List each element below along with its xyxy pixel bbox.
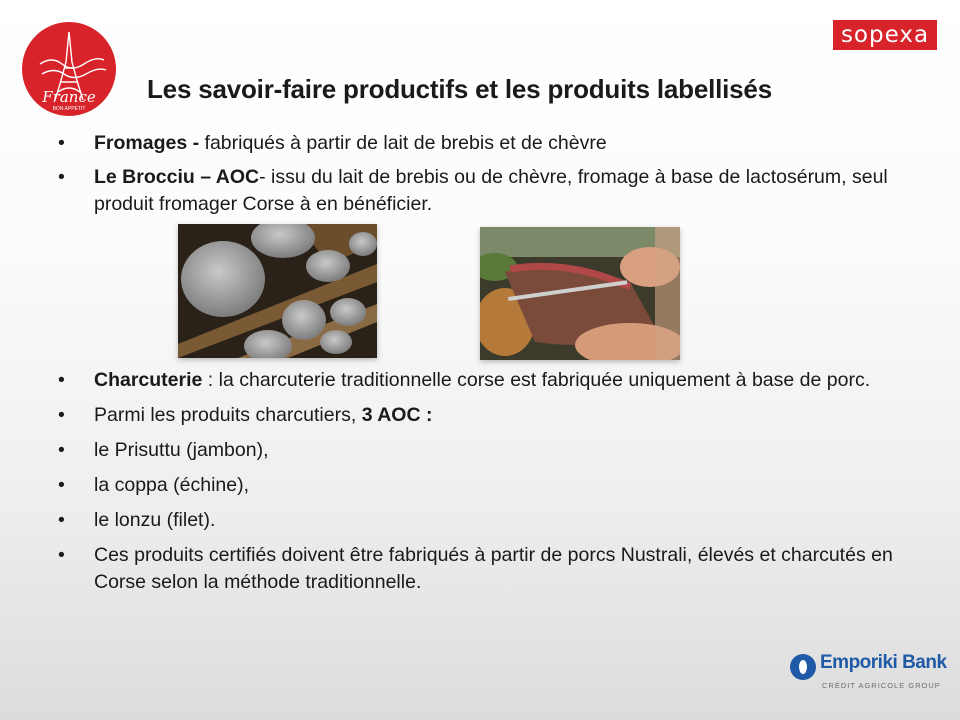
france-logo-word: France xyxy=(42,88,96,106)
bullet-item xyxy=(58,367,918,394)
cheese-wheels-photo xyxy=(178,224,377,358)
bullet-item xyxy=(58,437,918,464)
bullet-item xyxy=(58,130,918,157)
bank-name: Emporiki Bank xyxy=(820,652,947,673)
bullet-text: - issu du lait de brebis ou de chèvre, fromage à base de lactosérum, seul produit fromager Corse à en bénéficier. xyxy=(94,166,888,215)
bullet-item xyxy=(58,164,918,218)
bank-subtitle: CRÉDIT AGRICOLE GROUP xyxy=(822,681,941,690)
ham-slicing-photo xyxy=(480,227,680,360)
bullet-bold: Le Brocciu – AOC xyxy=(94,166,260,188)
bullet-item xyxy=(58,542,918,596)
bullet-text: fabriqués à partir de lait de brebis et de chèvre xyxy=(204,132,607,154)
sopexa-logo: sopexa xyxy=(833,20,937,50)
bullet-item xyxy=(58,472,918,499)
bullet-bold: Charcuterie xyxy=(94,369,203,391)
bullet-text: : la charcuterie traditionnelle corse est fabriquée uniquement à base de porc. xyxy=(202,369,871,391)
bullet-text: Parmi les produits charcutiers, xyxy=(94,404,362,426)
bank-mark-icon xyxy=(790,654,816,680)
bullet-item xyxy=(58,402,918,429)
bullet-list-fromages xyxy=(58,130,918,225)
bullet-text: le Prisuttu (jambon), xyxy=(94,439,269,461)
bullet-bold: Fromages - xyxy=(94,132,205,154)
bullet-text: la coppa (échine), xyxy=(94,474,250,496)
france-bon-appetit-logo xyxy=(22,22,116,116)
slide-title: Les savoir-faire productifs et les produits labellisés xyxy=(147,74,772,104)
emporiki-bank-logo xyxy=(790,652,947,696)
bullet-text: le lonzu (filet). xyxy=(94,509,216,531)
bullet-bold: 3 AOC : xyxy=(361,404,433,426)
bullet-text: Ces produits certifiés doivent être fabriqués à partir de porcs Nustrali, élevés et charcutés en Corse selon la méthode traditionnelle. xyxy=(94,544,893,593)
bullet-list-charcuterie xyxy=(58,367,918,604)
bullet-item xyxy=(58,507,918,534)
france-logo-tagline: BON APPÉTIT xyxy=(52,106,86,112)
